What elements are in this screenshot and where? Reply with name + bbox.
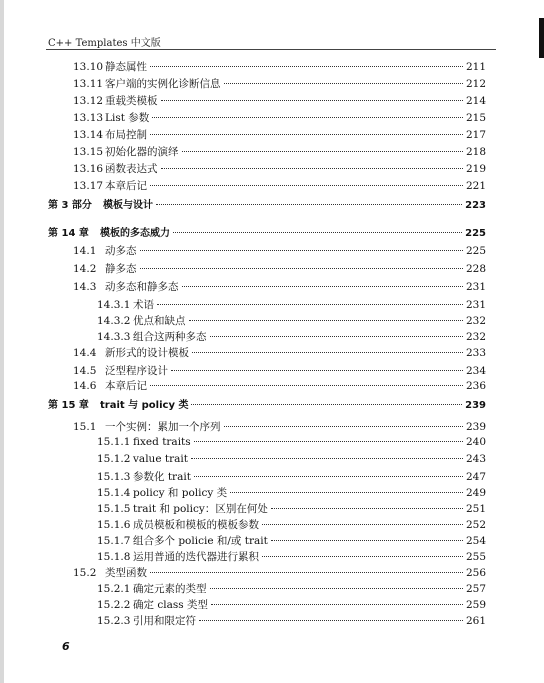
- toc-entry[interactable]: [73, 378, 486, 393]
- dot-leader: [161, 168, 463, 169]
- dot-leader: [211, 604, 463, 605]
- toc-entry[interactable]: [97, 453, 486, 465]
- toc-entry-page: 225: [465, 245, 486, 257]
- toc-entry[interactable]: [97, 517, 486, 532]
- toc-entry[interactable]: [73, 127, 486, 142]
- toc-entry-page: 212: [465, 78, 486, 90]
- toc-entry-page: 221: [465, 180, 486, 192]
- toc-entry[interactable]: [97, 597, 486, 612]
- toc-entry-page: 223: [465, 200, 486, 211]
- toc-entry-page: 239: [465, 400, 486, 411]
- toc-entry-title: 模板与设计: [103, 200, 153, 211]
- toc-entry-title: 泛型程序设计: [105, 365, 168, 377]
- dot-leader: [194, 476, 463, 477]
- toc-entry-number: 第 14 章: [48, 228, 89, 239]
- toc-entry[interactable]: [97, 469, 486, 484]
- toc-entry-number: 15.1.2: [97, 453, 131, 465]
- toc-entry-title: List 参数: [105, 112, 150, 124]
- toc-entry-number: 14.2: [73, 263, 97, 275]
- toc-entry-title: 静态属性: [105, 61, 147, 73]
- dot-leader: [150, 572, 463, 573]
- dot-leader: [224, 426, 463, 427]
- toc-entry[interactable]: [97, 485, 486, 500]
- toc-entry-number: 13.14: [73, 129, 104, 141]
- toc-entry[interactable]: [97, 297, 486, 312]
- dot-leader: [199, 620, 463, 621]
- toc-entry-page: 211: [465, 61, 486, 73]
- toc-entry[interactable]: [73, 144, 486, 159]
- toc-entry-page: 243: [465, 453, 486, 465]
- toc-entry-number: 13.16: [73, 163, 104, 175]
- dot-leader: [271, 508, 463, 509]
- toc-entry-title: 优点和缺点: [133, 315, 186, 327]
- toc-entry-page: 217: [465, 129, 486, 141]
- toc-entry[interactable]: [73, 93, 486, 108]
- toc-entry-page: 225: [465, 228, 486, 239]
- toc-entry-page: 236: [465, 380, 486, 392]
- toc-entry[interactable]: [73, 178, 486, 193]
- toc-entry-page: 231: [465, 281, 486, 293]
- toc-entry-number: 15.1.7: [97, 535, 131, 547]
- toc-entry-title: fixed traits: [133, 436, 191, 448]
- toc-entry-page: 259: [465, 599, 486, 611]
- toc-entry-title: 模板的多态威力: [100, 228, 170, 239]
- dot-leader: [150, 134, 463, 135]
- toc-entry-page: 219: [465, 163, 486, 175]
- dot-leader: [182, 151, 463, 152]
- toc-entry-page: 255: [465, 551, 486, 563]
- toc-entry-page: 252: [465, 519, 486, 531]
- toc-entry-title: trait 和 policy：区别在何处: [133, 503, 268, 515]
- dot-leader: [224, 83, 463, 84]
- toc-entry[interactable]: [97, 313, 486, 328]
- toc-entry-number: 13.12: [73, 95, 104, 107]
- dot-leader: [230, 492, 463, 493]
- toc-entry-number: 14.4: [73, 347, 97, 359]
- page-edge-mark: [539, 18, 544, 58]
- dot-leader: [152, 117, 463, 118]
- toc-entry-title: 函数表达式: [105, 163, 158, 175]
- toc-entry-title: policy 和 policy 类: [133, 487, 228, 499]
- toc-entry[interactable]: [97, 549, 486, 564]
- dot-leader: [140, 268, 463, 269]
- dot-leader: [192, 352, 463, 353]
- toc-entry-number: 13.10: [73, 61, 104, 73]
- dot-leader: [156, 204, 462, 205]
- toc-entry-title: 初始化器的演绎: [105, 146, 179, 158]
- toc-entry-page: 232: [465, 331, 486, 343]
- toc-entry-number: 14.5: [73, 365, 97, 377]
- toc-entry-title: 类型函数: [105, 567, 147, 579]
- toc-entry-title: 布局控制: [105, 129, 147, 141]
- toc-entry[interactable]: [73, 243, 486, 258]
- toc-chapter-entry[interactable]: [48, 196, 486, 211]
- toc-entry-page: 214: [465, 95, 486, 107]
- dot-leader: [262, 524, 463, 525]
- toc-entry-title: 术语: [133, 299, 154, 311]
- dot-leader: [194, 441, 463, 442]
- dot-leader: [150, 185, 463, 186]
- toc-entry-title: 本章后记: [105, 180, 147, 192]
- toc-entry[interactable]: [97, 501, 486, 516]
- toc-entry[interactable]: [97, 329, 486, 344]
- toc-entry[interactable]: [73, 279, 486, 294]
- toc-entry-title: 确定元素的类型: [133, 583, 207, 595]
- dot-leader: [262, 556, 463, 557]
- toc-entry-page: 240: [465, 436, 486, 448]
- toc-entry-number: 15.2.3: [97, 615, 131, 627]
- toc-entry-page: 233: [465, 347, 486, 359]
- dot-leader: [271, 540, 463, 541]
- toc-entry[interactable]: [73, 59, 486, 74]
- toc-entry-title: trait 与 policy 类: [100, 400, 189, 411]
- toc-entry-number: 14.3: [73, 281, 97, 293]
- toc-entry-number: 13.13: [73, 112, 104, 124]
- toc-entry-number: 第 3 部分: [48, 200, 92, 211]
- toc-entry[interactable]: [73, 565, 486, 580]
- dot-leader: [150, 385, 463, 386]
- toc-entry-number: 13.11: [73, 78, 104, 90]
- toc-entry[interactable]: [73, 110, 486, 125]
- toc-entry-page: 254: [465, 535, 486, 547]
- toc-entry[interactable]: [97, 613, 486, 628]
- toc-entry-page: 247: [465, 471, 486, 483]
- toc-chapter-entry[interactable]: [48, 396, 486, 411]
- toc-entry-page: 231: [465, 299, 486, 311]
- toc-entry[interactable]: [73, 345, 486, 360]
- toc-entry[interactable]: [73, 76, 486, 91]
- toc-entry[interactable]: [97, 581, 486, 596]
- dot-leader: [189, 320, 463, 321]
- header-rule: [46, 49, 496, 50]
- toc-entry-page: 228: [465, 263, 486, 275]
- toc-entry-page: 218: [465, 146, 486, 158]
- toc-entry-page: 215: [465, 112, 486, 124]
- running-header: C++ Templates 中文版: [48, 38, 161, 49]
- toc-entry-number: 15.1.5: [97, 503, 131, 515]
- toc-entry-page: 251: [465, 503, 486, 515]
- toc-entry-page: 257: [465, 583, 486, 595]
- toc-entry[interactable]: [97, 533, 486, 548]
- toc-entry-title: 一个实例：累加一个序列: [105, 421, 221, 433]
- toc-entry-number: 15.2.1: [97, 583, 131, 595]
- toc-entry-title: 组合多个 policie 和/或 trait: [133, 535, 268, 547]
- toc-entry-number: 14.3.3: [97, 331, 131, 343]
- toc-entry-number: 15.1.8: [97, 551, 131, 563]
- toc-entry-title: 新形式的设计模板: [105, 347, 189, 359]
- toc-entry-number: 15.1.4: [97, 487, 131, 499]
- toc-entry-title: value trait: [133, 453, 188, 465]
- toc-entry-page: 249: [465, 487, 486, 499]
- dot-leader: [161, 100, 463, 101]
- page-edge-shadow: [0, 0, 4, 683]
- dot-leader: [210, 588, 463, 589]
- toc-entry-page: 256: [465, 567, 486, 579]
- toc-entry[interactable]: [73, 363, 486, 378]
- toc-entry-title: 引用和限定符: [133, 615, 196, 627]
- toc-entry-title: 动多态: [105, 245, 137, 257]
- toc-entry-page: 234: [465, 365, 486, 377]
- toc-entry-title: 确定 class 类型: [133, 599, 208, 611]
- toc-entry-page: 261: [465, 615, 486, 627]
- toc-entry-page: 239: [465, 421, 486, 433]
- toc-entry-number: 13.15: [73, 146, 104, 158]
- dot-leader: [210, 336, 463, 337]
- toc-entry-number: 15.1: [73, 421, 97, 433]
- toc-entry-title: 成员模板和模板的模板参数: [133, 519, 259, 531]
- toc-entry-title: 参数化 trait: [133, 471, 191, 483]
- page-number: 6: [62, 640, 70, 653]
- dot-leader: [182, 286, 463, 287]
- dot-leader: [140, 250, 463, 251]
- toc-entry-number: 15.1.1: [97, 436, 131, 448]
- toc-entry-number: 15.1.6: [97, 519, 131, 531]
- dot-leader: [171, 370, 463, 371]
- toc-entry-number: 第 15 章: [48, 400, 89, 411]
- toc-entry-title: 重载类模板: [105, 95, 158, 107]
- toc-entry-number: 14.3.2: [97, 315, 131, 327]
- dot-leader: [150, 66, 463, 67]
- toc-entry-number: 15.2: [73, 567, 97, 579]
- toc-chapter-entry[interactable]: [48, 224, 486, 239]
- toc-entry-number: 14.1: [73, 245, 97, 257]
- toc-entry[interactable]: [97, 436, 486, 448]
- dot-leader: [191, 458, 463, 459]
- toc-entry-title: 动多态和静多态: [105, 281, 179, 293]
- toc-entry-number: 15.2.2: [97, 599, 131, 611]
- toc-entry[interactable]: [73, 161, 486, 176]
- toc-entry-page: 232: [465, 315, 486, 327]
- toc-entry-title: 客户端的实例化诊断信息: [105, 78, 221, 90]
- toc-entry[interactable]: [73, 419, 486, 434]
- dot-leader: [173, 232, 462, 233]
- toc-entry-number: 13.17: [73, 180, 104, 192]
- toc-entry-number: 14.6: [73, 380, 97, 392]
- toc-entry-title: 运用普通的迭代器进行累积: [133, 551, 259, 563]
- dot-leader: [191, 404, 462, 405]
- toc-entry[interactable]: [73, 261, 486, 276]
- toc-entry-title: 本章后记: [105, 380, 147, 392]
- dot-leader: [157, 304, 463, 305]
- toc-entry-number: 15.1.3: [97, 471, 131, 483]
- toc-entry-number: 14.3.1: [97, 299, 131, 311]
- toc-entry-title: 静多态: [105, 263, 137, 275]
- toc-entry-title: 组合这两种多态: [133, 331, 207, 343]
